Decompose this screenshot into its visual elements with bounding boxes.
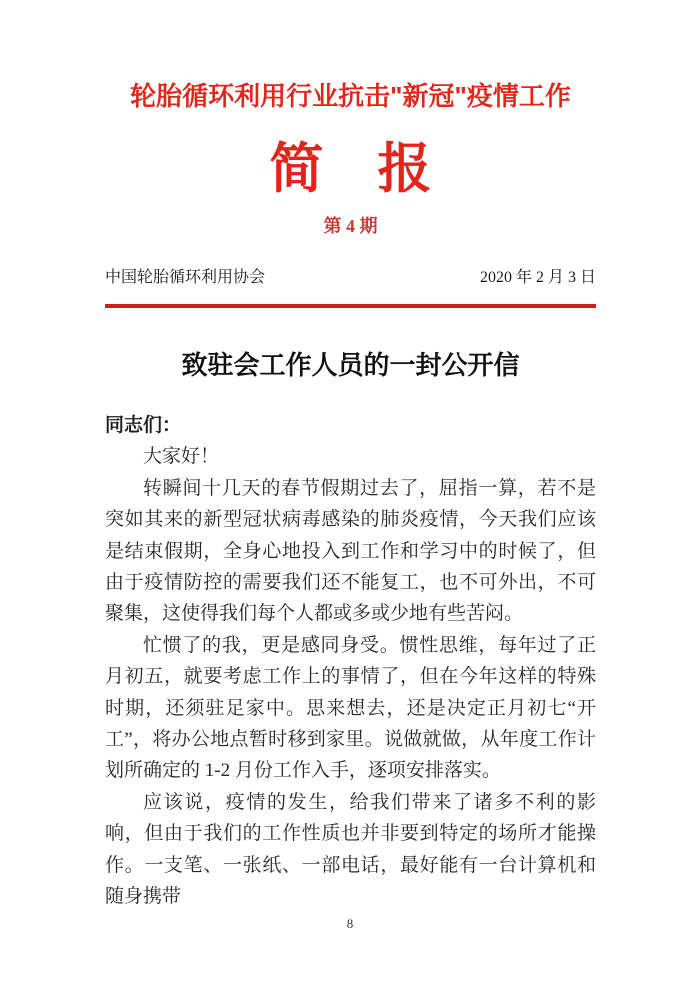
bulletin-name: 简 报 bbox=[269, 139, 432, 199]
divider-rule bbox=[105, 304, 596, 308]
letter-paragraphs bbox=[105, 473, 596, 913]
page-content bbox=[0, 78, 700, 913]
issue-date: 2020 年 2 月 3 日 bbox=[479, 269, 596, 286]
bulletin-title: 轮胎循环利用行业抗击"新冠"疫情工作 bbox=[130, 81, 571, 111]
meta-row bbox=[105, 266, 596, 290]
letter-paragraph: 应该说，疫情的发生，给我们带来了诸多不利的影响，但由于我们的工作性质也并非要到特定的场所才能操作。一支笔、一张纸、一部电话，最好能有一台计算机和随身携带 bbox=[105, 791, 596, 908]
letter-paragraph: 忙惯了的我，更是感同身受。惯性思维，每年过了正月初五，就要考虑工作上的事情了，但在今年这样的特殊时期，还须驻足家中。思来想去，还是决定正月初七“开工”，将办公地点暂时移到家里。说做就做，从年度工作计划所确定的 1-2 月份工作入手，逐项安排落实。 bbox=[105, 634, 596, 782]
letter-salutation: 同志们： bbox=[105, 415, 182, 436]
letter-paragraph: 转瞬间十几天的春节假期过去了，屈指一算，若不是突如其来的新型冠状病毒感染的肺炎疫情，今天我们应该是结束假期，全身心地投入到工作和学习中的时候了，但由于疫情防控的需要我们还不能复工，也不可外出，不可聚集，这使得我们每个人都或多或少地有些苦闷。 bbox=[105, 477, 596, 625]
letter-title: 致驻会工作人员的一封公开信 bbox=[181, 351, 520, 380]
letter-greeting: 大家好！ bbox=[143, 446, 220, 468]
issue-number: 第 4 期 bbox=[323, 216, 378, 236]
page-number: 8 bbox=[346, 916, 354, 931]
letter-body bbox=[105, 410, 596, 913]
organization-name: 中国轮胎循环利用协会 bbox=[105, 269, 266, 286]
